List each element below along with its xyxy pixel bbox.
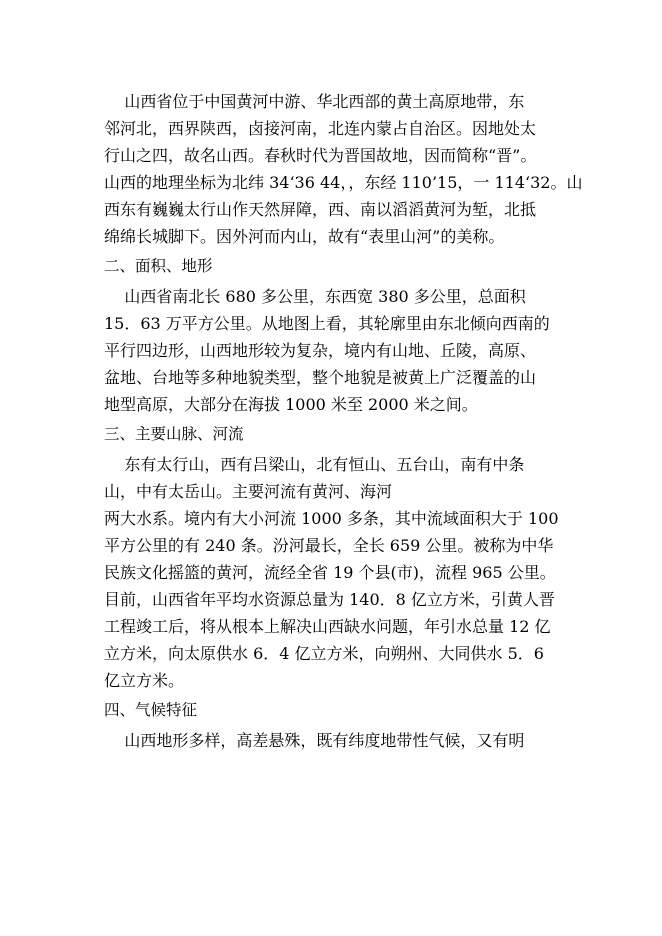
text-line: 平行四边形，山西地形较为复杂，境内有山地、丘陵，高原、: [104, 341, 537, 360]
text-line: 山西地形多样，高差悬殊，既有纬度地带性气候，又有明: [104, 731, 525, 750]
text-line: 两大水系。境内有大小河流 1000 多条，其中流域面积大于 100: [104, 509, 559, 528]
text-line: 15．63 万平方公里。从地图上看，其轮廓里由东北倾向西南的: [104, 314, 550, 333]
text-line: 工程竣工后，将从根本上解决山西缺水问题，年引水总量 12 亿: [104, 617, 551, 636]
text-line: 民族文化摇篮的黄河，流经全省 19 个县(市)，流程 965 公里。: [104, 563, 556, 582]
text-line: 山西的地理坐标为北纬 34‘36 44，，东经 110’15，一 114‘32。山: [104, 173, 583, 192]
section-heading: 三、主要山脉、河流: [104, 425, 244, 443]
text-line: 立方米，向太原供水 6．4 亿立方米，向朔州、大同供水 5．6: [104, 644, 544, 663]
text-line: 目前，山西省年平均水资源总量为 140．8 亿立方米，引黄人晋: [104, 590, 555, 609]
text-line: 行山之四，故名山西。春秋时代为晋国故地，因而简称“晋”。: [104, 146, 537, 165]
section-heading: 二、面积、地形: [104, 257, 213, 275]
text-line: 山，中有太岳山。主要河流有黄河、海河: [104, 482, 393, 501]
text-line: 地型高原，大部分在海拔 1000 米至 2000 米之间。: [104, 395, 478, 414]
text-line: 盆地、台地等多种地貌类型，整个地貌是被黄上广泛覆盖的山: [104, 368, 537, 387]
text-line: 东有太行山，西有吕梁山，北有恒山、五台山，南有中条: [104, 455, 525, 474]
text-line: 绵绵长城脚下。因外河而内山，故有“表里山河”的美称。: [104, 227, 505, 246]
text-line: 邻河北，西界陕西，卤接河南，北连内蒙占自治区。因地处太: [104, 119, 537, 138]
document-page: [104, 88, 583, 754]
text-line: 山西省南北长 680 多公里，东西宽 380 多公里，总面积: [104, 287, 526, 306]
text-line: 亿立方米。: [104, 671, 185, 690]
text-line: 西东有巍巍太行山作天然屏障，西、南以滔滔黄河为堑，北抵: [104, 200, 537, 219]
text-line: 山西省位于中国黄河中游、华北西部的黄土高原地带，东: [104, 92, 525, 111]
text-line: 平方公里的有 240 条。汾河最长，全长 659 公里。被称为中华: [104, 536, 554, 555]
section-heading: 四、气候特征: [104, 701, 198, 719]
